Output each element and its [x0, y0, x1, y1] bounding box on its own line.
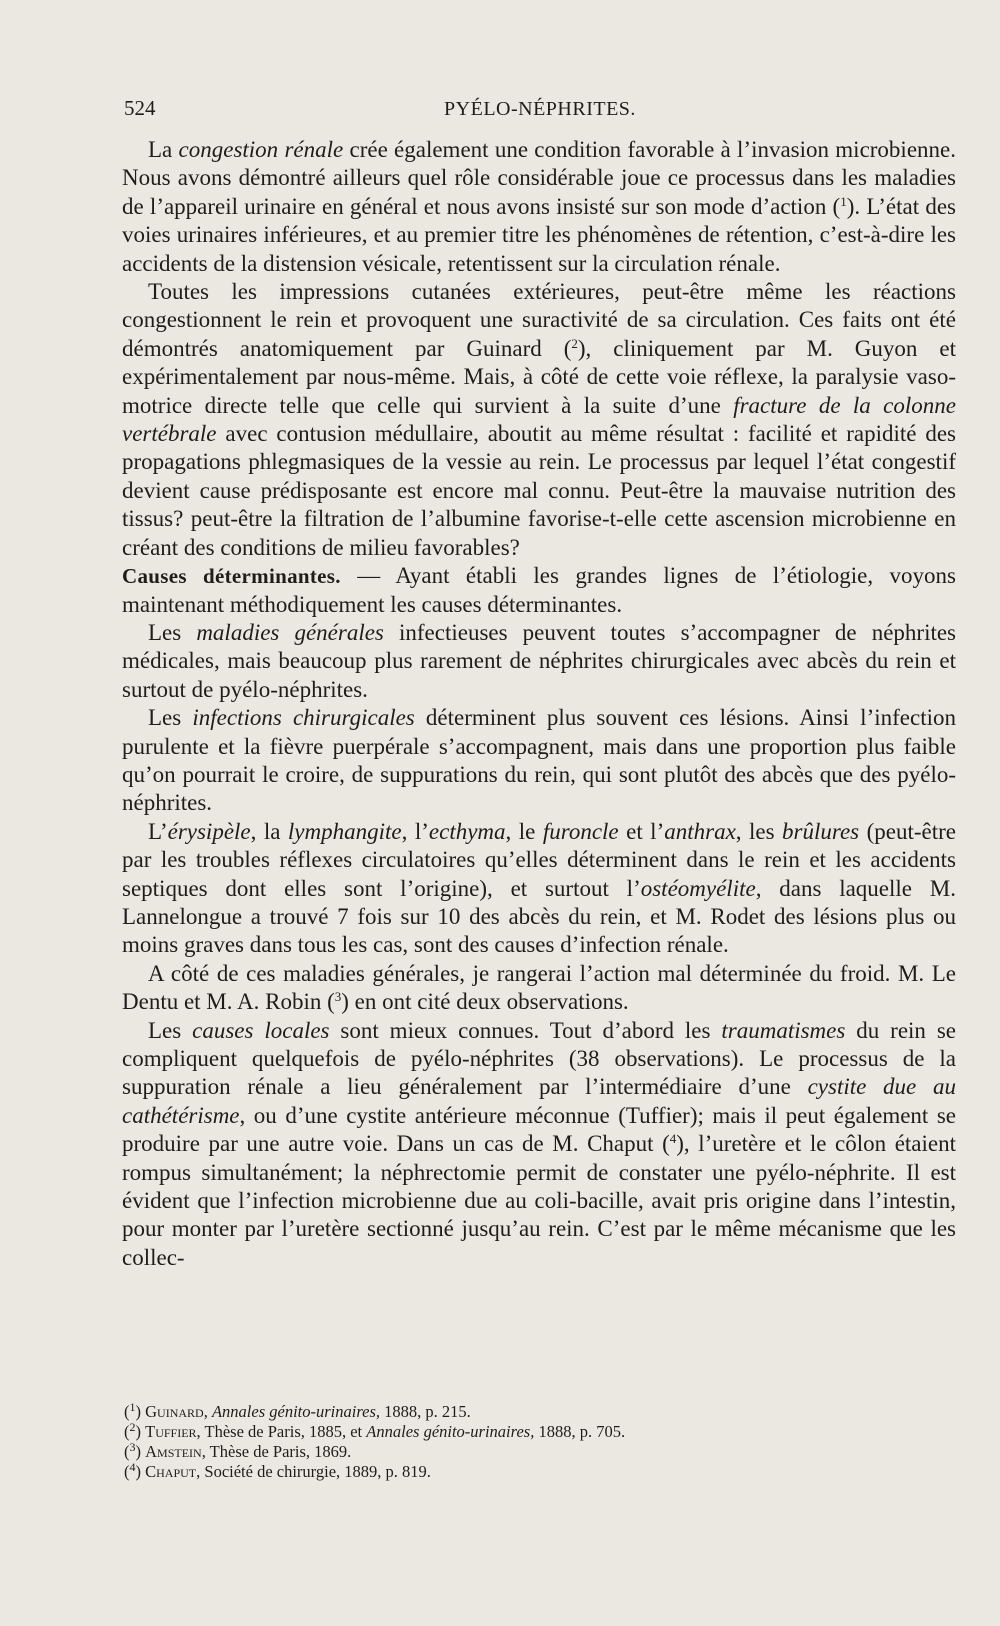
emphasis: cystite due au cathétérisme	[122, 1074, 956, 1128]
text-run: ). L’état des voies urinaires inférieures, et au premier titre les phénomènes de rétention, c’est-à-dire les accidents de la distension vésicale, retentissent sur la circulation rénale.	[122, 193, 956, 276]
footnote-ref: 2	[571, 335, 578, 351]
page-header	[124, 96, 956, 128]
footnote-work: Annales génito-urinaires,	[366, 1422, 535, 1441]
text-run: Les	[148, 1017, 193, 1043]
text-run: , les	[735, 818, 783, 844]
text-run: du rein se compliquent quelquefois de pyélo-néphrites (38 observations). Le processus de la suppuration rénale a lieu généralement par l’intermédiaire d’une	[122, 1017, 956, 1100]
page-number: 524	[124, 96, 156, 120]
emphasis: infections chirurgicales	[192, 705, 415, 731]
footnote-detail: Société de chirurgie, 1889, p. 819.	[204, 1462, 431, 1481]
emphasis: lymphangite	[287, 818, 402, 844]
footnote-author: Chaput,	[145, 1462, 201, 1481]
footnote-detail: Thèse de Paris, 1885, et	[204, 1422, 367, 1441]
emphasis: fracture de la colonne vertébrale	[122, 392, 956, 447]
text-run: infectieuses peuvent toutes s’accompagner de néphrites médicales, mais beaucoup plus rarement de néphrites chirurgicales avec abcès du rein et surtout de pyélo-néphrites.	[122, 619, 957, 702]
body-text	[122, 136, 956, 1272]
footnote-ref: 4	[669, 1131, 677, 1147]
text-run: déterminent plus souvent ces lésions. Ainsi l’infection purulente et la fièvre puerpérale s’accompagnent, mais dans une proportion plus faible qu’on pourrait le croire, de suppurations du rein, qui sont plutôt des abcès que des pyélo-néphrites.	[122, 705, 956, 816]
footnote-author: Amstein,	[145, 1442, 206, 1461]
emphasis: traumatismes	[721, 1017, 846, 1043]
text-run: Les	[148, 705, 193, 731]
footnote-marker: 3	[129, 1440, 136, 1454]
footnote-marker: 1	[129, 1400, 136, 1414]
emphasis: érysipèle	[167, 818, 251, 844]
paragraph-local-causes	[122, 1017, 956, 1273]
text-run: La	[148, 137, 179, 162]
paragraph-surgical-infections	[122, 704, 956, 818]
emphasis: ostéomyélite	[640, 875, 756, 901]
footnote-detail: Thèse de Paris, 1869.	[209, 1442, 352, 1461]
paragraph-cutaneous-impressions	[122, 278, 956, 562]
paragraph-renal-congestion	[122, 136, 956, 278]
text-run: L’	[148, 818, 168, 844]
paragraph-erysipelas	[122, 818, 956, 960]
footnote-marker: 4	[129, 1460, 136, 1474]
text-run: ), l’uretère et le côlon étaient rompus simultanément; la néphrectomie permit de constater une pyélo-néphrite. Il est évident que l’infection microbienne due au coli-bacille, avait pris origine dans l’intestin, pour monter par l’uretère sectionné jusqu’au rein. C’est par le même mécanisme que les collec-	[122, 1131, 956, 1270]
footnote-1: ($^1$) Guinard, Annales génito-urinaires, 1888, p. 215.	[124, 1400, 471, 1421]
text-run: Les	[148, 619, 197, 645]
emphasis: furoncle	[542, 818, 619, 844]
text-run: (peut-être par les troubles réflexes circulatoires qu’elles déterminent dans le rein et les accidents septiques dont elles sont l’origine), et surtout l’	[122, 818, 956, 901]
text-run: A côté de ces maladies générales, je rangerai l’action mal déterminée du froid. M. Le Dentu et M. A. Robin (	[122, 960, 956, 1015]
paragraph-general-diseases	[122, 619, 956, 704]
text-run: et l’	[618, 818, 665, 844]
footnote-work: Annales génito-urinaires,	[211, 1402, 381, 1421]
footnote-2: ($^2$) Tuffier, Thèse de Paris, 1885, et Annales génito-urinaires, 1888, p. 705.	[124, 1420, 626, 1441]
emphasis: ecthyma	[428, 818, 506, 844]
running-title: PYÉLO-NÉPHRITES.	[444, 98, 636, 120]
paragraph-determining-causes	[122, 562, 956, 619]
text-run: sont mieux connues. Tout d’abord les	[329, 1017, 722, 1043]
footnote-detail: 1888, p. 215.	[384, 1402, 471, 1421]
footnote-4: ($^4$) Chaput, Société de chirurgie, 1889, p. 819.	[124, 1460, 431, 1481]
footnote-ref: 1	[840, 193, 847, 209]
footnote-author: Tuffier,	[145, 1422, 201, 1441]
footnote-ref: 3	[334, 989, 342, 1005]
footnote-author: Guinard,	[145, 1402, 208, 1421]
footnotes	[124, 1402, 944, 1482]
text-run: , dans laquelle M. Lannelongue a trouvé 7 fois sur 10 des abcès du rein, et M. Rodet des lésions plus ou moins graves dans tous les cas, sont des causes d’infection rénale.	[122, 875, 957, 958]
text-run: crée également une condition favorable à l’invasion microbienne. Nous avons démontré ailleurs quel rôle considérable joue ce processus dans les maladies de l’appareil urinaire en général et nous avons insisté sur son mode d’action (	[122, 137, 956, 219]
text-run: avec contusion médullaire, aboutit au même résultat : facilité et rapidité des propagations phlegmasiques de la vessie au rein. Le processus par lequel l’état congestif devient cause prédisposante est encore mal connu. Peut-être la mauvaise nutrition des tissus? peut-être la filtration de l’albumine favorise-t-elle cette ascension microbienne en créant des conditions de milieu favorables?	[122, 421, 956, 560]
footnote-detail: 1888, p. 705.	[538, 1422, 626, 1441]
emphasis: causes locales	[192, 1017, 330, 1043]
text-run: ) en ont cité deux observations.	[341, 989, 629, 1015]
text-run: ), cliniquement par M. Guyon et expérimentalement par nous-même. Mais, à côté de cette voie réflexe, la paralysie vaso-motrice directe telle que celle qui survient à la suite d’une	[122, 335, 956, 418]
text-run: , l’	[401, 818, 429, 844]
text-run: , le	[505, 818, 543, 844]
text-run: , la	[250, 818, 288, 844]
emphasis: brûlures	[782, 818, 860, 844]
paragraph-cold	[122, 960, 956, 1017]
text-run: — Ayant établi les grandes lignes de l’étiologie, voyons maintenant méthodiquement les causes déterminantes.	[122, 563, 956, 617]
emphasis: congestion rénale	[178, 137, 344, 162]
emphasis: anthrax	[664, 818, 736, 844]
footnote-3: ($^3$) Amstein, Thèse de Paris, 1869.	[124, 1440, 352, 1461]
footnote-marker: 2	[129, 1420, 136, 1434]
section-heading: Causes déterminantes.	[122, 564, 341, 589]
text-run: , ou d’une cystite antérieure méconnue (Tuffier); mais il peut également se produire par une autre voie. Dans un cas de M. Chaput (	[122, 1102, 956, 1157]
emphasis: maladies générales	[196, 619, 384, 645]
text-run: Toutes les impressions cutanées extérieures, peut-être même les réactions congestionnent le rein et provoquent une suractivité de sa circulation. Ces faits ont été démontrés anatomiquement par Guinard (	[122, 279, 956, 361]
